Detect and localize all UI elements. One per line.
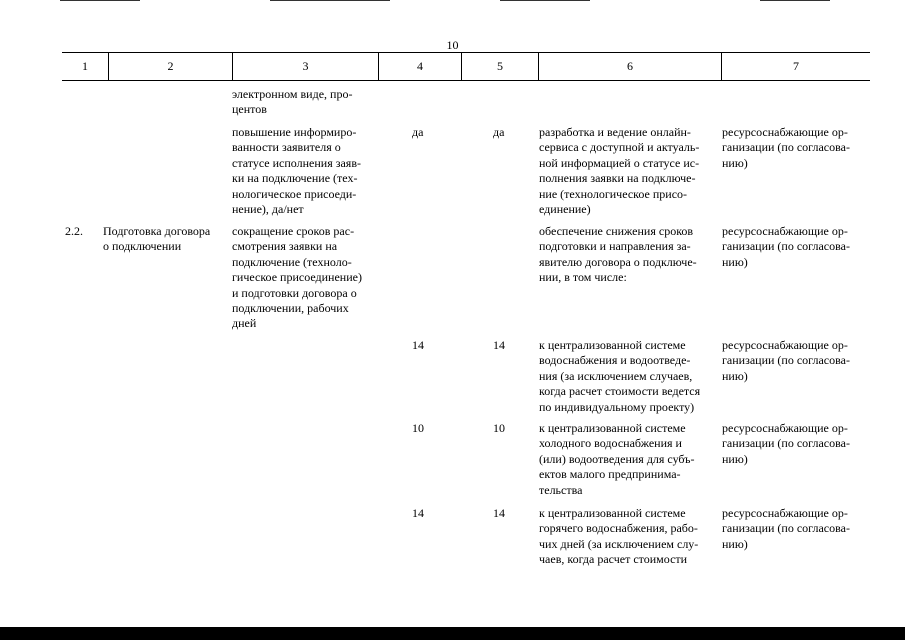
row-1-col5: да — [493, 125, 505, 139]
row-4-col6: к централизованной системе холодного водоснабжения и (или) водоотведения для субъ- ектов малого предпринима- тельства — [539, 421, 695, 497]
row-2-col1: 2.2. — [65, 224, 83, 238]
row-5-col5: 14 — [493, 506, 505, 520]
scan-bottom-edge — [0, 627, 905, 640]
row-5-col6: к централизованной системе горячего водоснабжения, рабо- чих дней (за исключением слу- чаев, когда расчет стоимости — [539, 506, 699, 567]
column-header-3: 3 — [232, 53, 378, 80]
row-3-col5: 14 — [493, 338, 505, 352]
column-header-2: 2 — [108, 53, 232, 80]
page-number: 10 — [446, 38, 459, 52]
row-1-col7: ресурсоснабжающие ор- ганизации (по согласова- нию) — [722, 125, 850, 170]
row-4-col5: 10 — [493, 421, 505, 435]
row-2-col7: ресурсоснабжающие ор- ганизации (по согласова- нию) — [722, 224, 850, 269]
row-1-col3: повышение информиро- ванности заявителя о статусе исполнения заяв- ки на подключение (тех- нологическое присоеди- нение), да/нет — [232, 125, 361, 217]
column-header-4: 4 — [378, 53, 461, 80]
row-4-col4: 10 — [412, 421, 424, 435]
row-1-col4: да — [412, 125, 424, 139]
row-3-col6: к централизованной системе водоснабжения и водоотведе- ния (за исключением случаев, когда расчет стоимости ведется по индивидуальному проекту) — [539, 338, 701, 414]
column-header-5: 5 — [461, 53, 538, 80]
row-2-col2: Подготовка договора о подключении — [103, 224, 211, 254]
column-header-7: 7 — [721, 53, 870, 80]
row-1-col6: разработка и ведение онлайн- сервиса с доступной и актуаль- ной информацией о статусе ис- полнения заявки на подключе- ние (технологическое присо- единение) — [539, 125, 700, 217]
row-2-col3: сокращение сроков рас- смотрения заявки на подключение (техноло- гическое присоединение) и подготовки договора о подключении, рабочих дней — [232, 224, 362, 331]
scan-artifacts — [0, 0, 905, 4]
row-5-col7: ресурсоснабжающие ор- ганизации (по согласова- нию) — [722, 506, 850, 551]
table-header — [62, 52, 870, 81]
row-3-col4: 14 — [412, 338, 424, 352]
row-4-col7: ресурсоснабжающие ор- ганизации (по согласова- нию) — [722, 421, 850, 466]
row-2-col6: обеспечение снижения сроков подготовки и направления за- явителю договора о подключе- нии, в том числе: — [539, 224, 697, 285]
row-5-col4: 14 — [412, 506, 424, 520]
column-header-1: 1 — [82, 59, 88, 73]
column-header-6: 6 — [538, 53, 721, 80]
row-3-col7: ресурсоснабжающие ор- ганизации (по согласова- нию) — [722, 338, 850, 383]
row-0-col3: электронном виде, про- центов — [232, 87, 353, 117]
